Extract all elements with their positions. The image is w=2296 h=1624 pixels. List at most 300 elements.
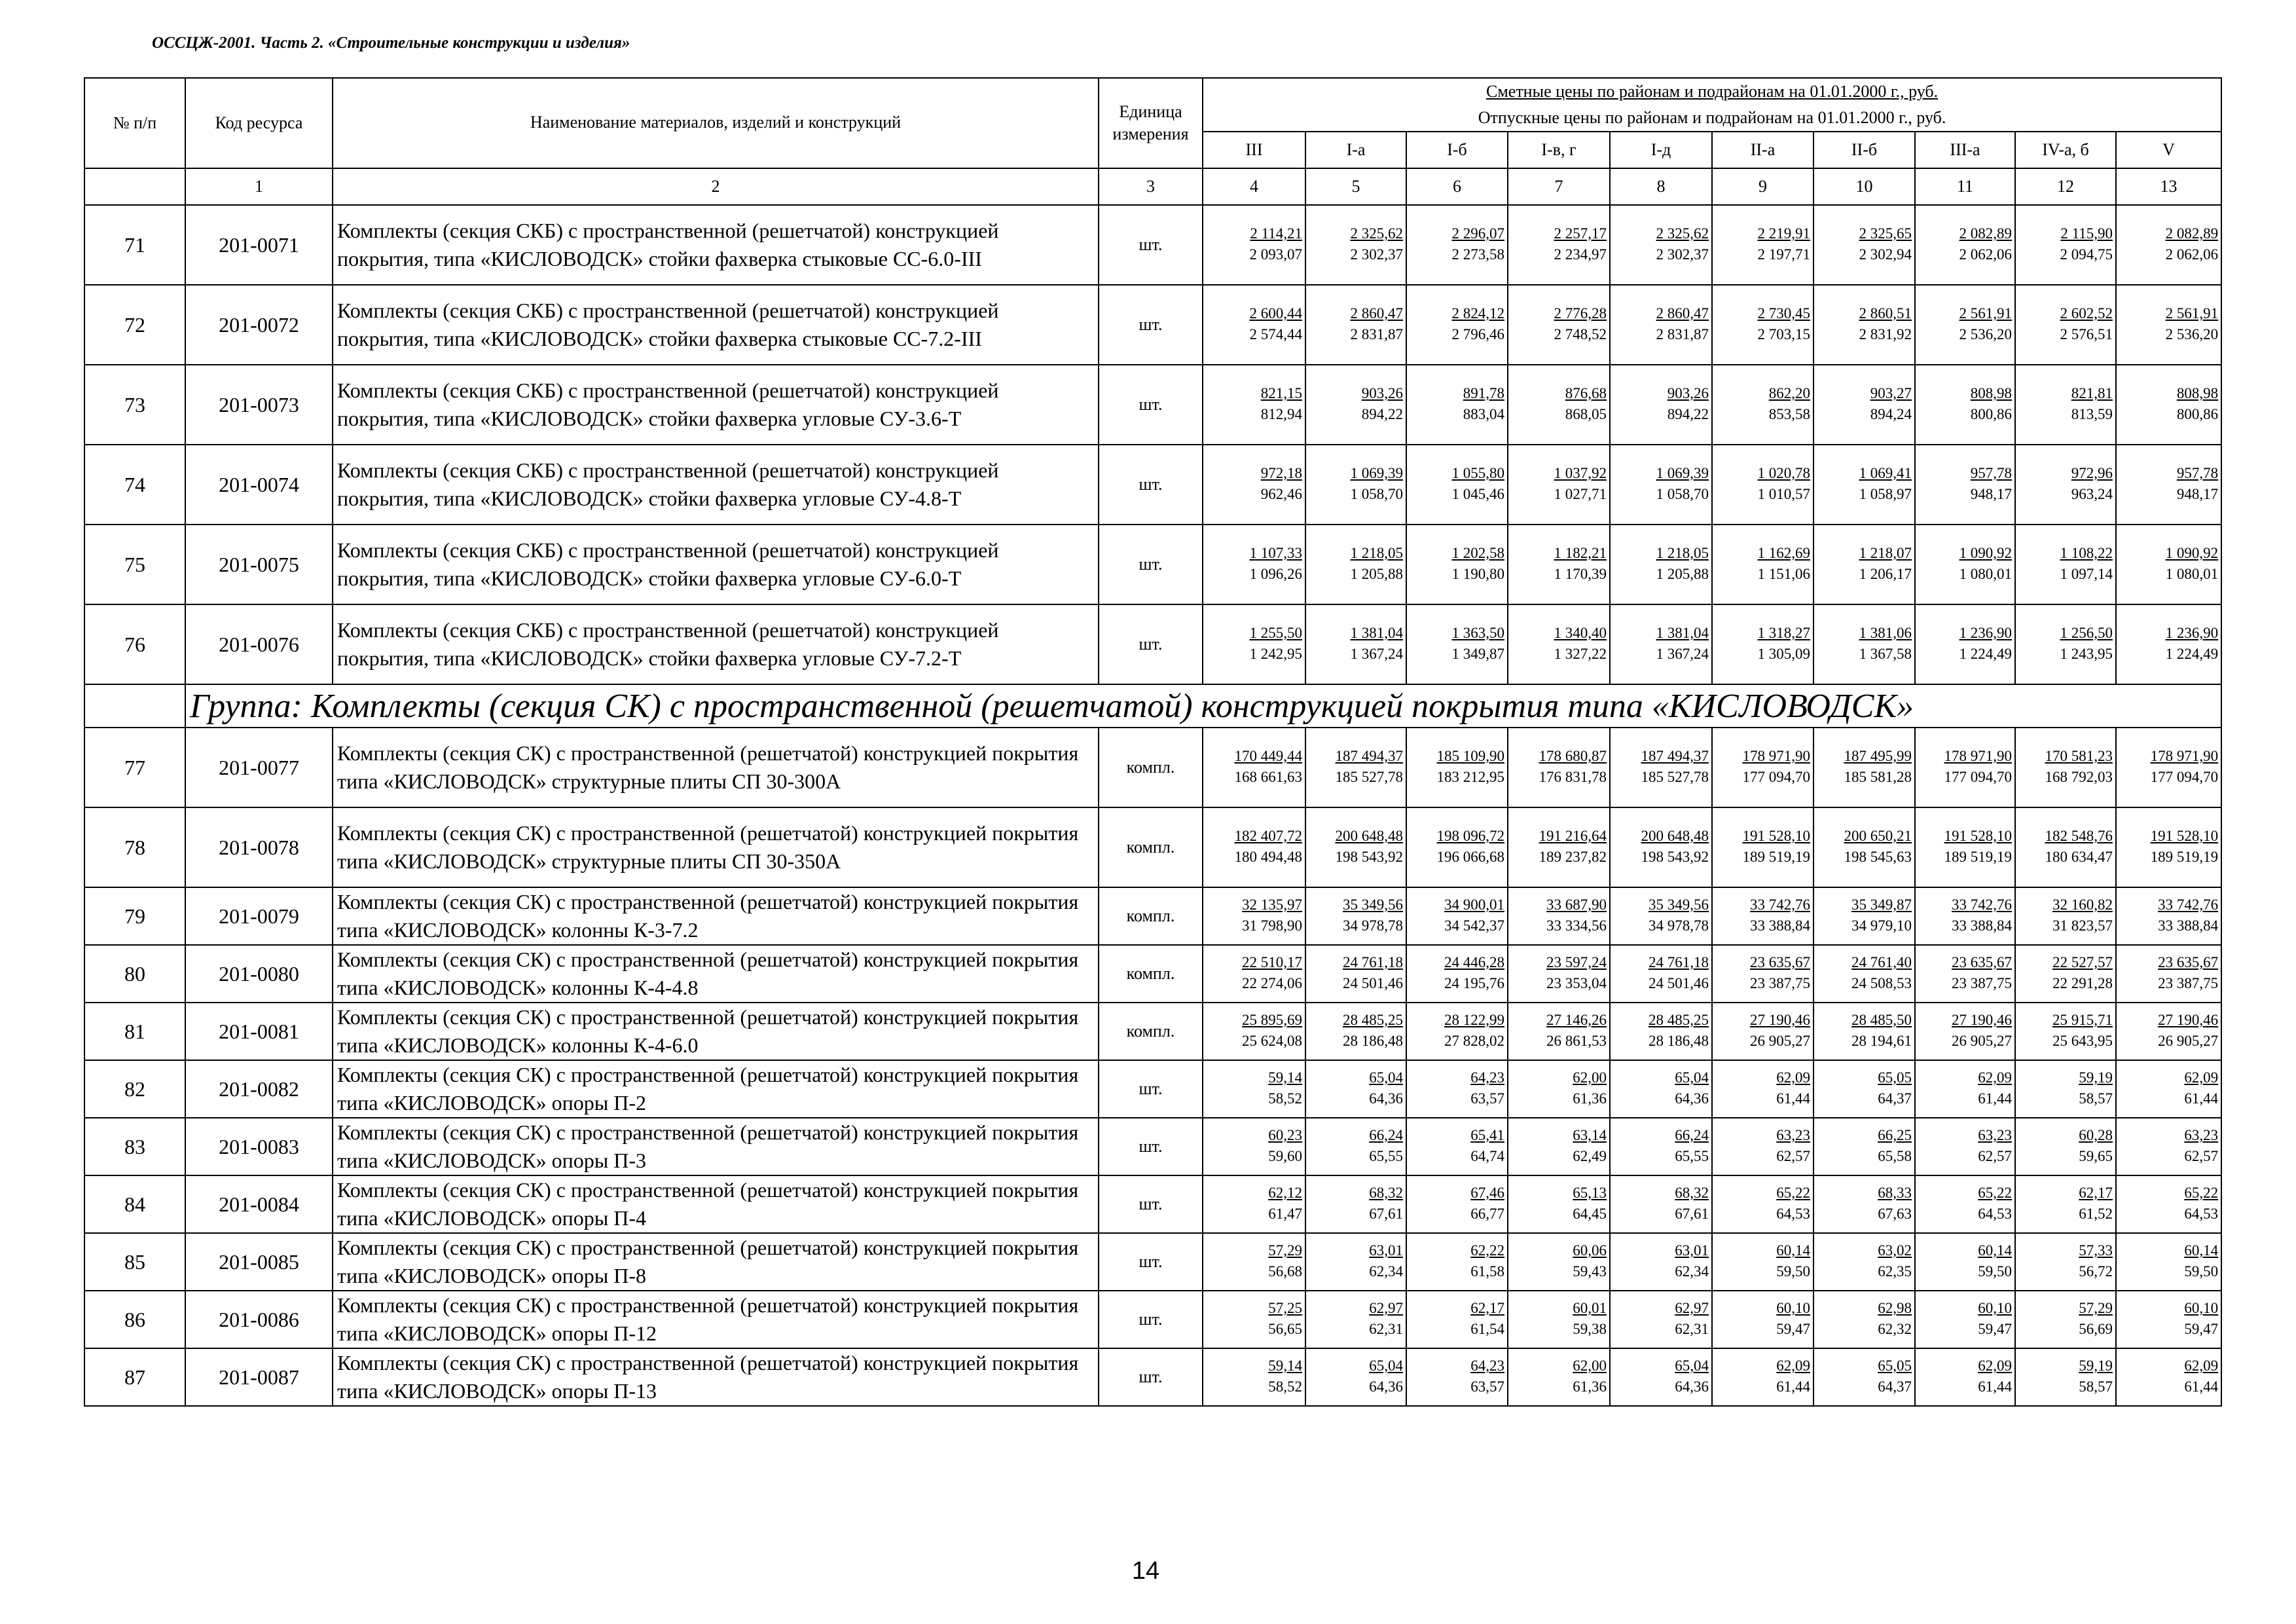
header-prices-otp: Отпускные цены по районам и подрайонам на 01.01.2000 г., руб. [1478, 108, 1946, 127]
release-price: 58,57 [2079, 1090, 2113, 1107]
estimated-price: 2 325,62 [1656, 225, 1709, 242]
estimated-price: 35 349,56 [1343, 896, 1403, 913]
estimated-price: 62,09 [1776, 1357, 1810, 1374]
estimated-price: 1 107,33 [1249, 545, 1302, 561]
release-price: 2 536,20 [1959, 326, 2012, 342]
release-price: 61,44 [1978, 1378, 2012, 1395]
estimated-price: 876,68 [1565, 385, 1607, 401]
unit-of-measure: шт. [1099, 1233, 1203, 1291]
release-price: 59,47 [1776, 1321, 1810, 1337]
release-price: 198 545,63 [1844, 849, 1912, 865]
price-cell [2116, 365, 2221, 445]
unit-of-measure: шт. [1099, 604, 1203, 684]
release-price: 26 905,27 [1750, 1033, 1810, 1049]
release-price: 1 058,70 [1656, 486, 1709, 502]
release-price: 1 205,88 [1656, 566, 1709, 582]
column-number: 12 [2015, 168, 2116, 205]
estimated-price: 2 860,47 [1656, 305, 1709, 322]
estimated-price: 62,09 [1978, 1069, 2012, 1086]
price-cell [2116, 1291, 2221, 1348]
estimated-price: 63,14 [1573, 1127, 1607, 1143]
release-price: 168 661,63 [1234, 769, 1302, 785]
release-price: 185 527,78 [1641, 769, 1709, 785]
price-cell [2015, 205, 2116, 285]
estimated-price: 67,46 [1470, 1185, 1504, 1201]
unit-of-measure: компл. [1099, 807, 1203, 887]
price-cell [1915, 365, 2015, 445]
release-price: 1 205,88 [1350, 566, 1403, 582]
release-price: 28 194,61 [1851, 1033, 1912, 1049]
estimated-price: 2 082,89 [2165, 225, 2219, 242]
estimated-price: 28 485,25 [1649, 1012, 1709, 1028]
resource-code: 201-0081 [185, 1003, 333, 1060]
estimated-price: 1 381,04 [1350, 625, 1403, 641]
resource-code: 201-0078 [185, 807, 333, 887]
release-price: 1 190,80 [1451, 566, 1504, 582]
region-header: V [2116, 132, 2221, 168]
price-cell [1915, 807, 2015, 887]
estimated-price: 903,27 [1870, 385, 1912, 401]
price-cell [2015, 1175, 2116, 1233]
release-price: 868,05 [1565, 406, 1607, 422]
release-price: 27 828,02 [1444, 1033, 1504, 1049]
estimated-price: 2 561,91 [2165, 305, 2219, 322]
resource-code: 201-0077 [185, 728, 333, 807]
estimated-price: 2 561,91 [1959, 305, 2012, 322]
material-name: Комплекты (секция СК) с пространственной (решетчатой) конструкцией покрытия типа «КИСЛОВОДСК» структурные плиты СП 30-300А [333, 728, 1099, 807]
price-cell [1610, 365, 1712, 445]
release-price: 67,61 [1675, 1206, 1709, 1222]
price-cell [1406, 445, 1508, 525]
estimated-price: 65,13 [1573, 1185, 1607, 1201]
release-price: 1 242,95 [1249, 646, 1302, 662]
estimated-price: 62,17 [1470, 1300, 1504, 1316]
estimated-price: 65,22 [2184, 1185, 2219, 1201]
release-price: 65,55 [1675, 1148, 1709, 1164]
price-cell [1915, 945, 2015, 1003]
price-cell [1915, 1291, 2015, 1348]
price-cell [2116, 1233, 2221, 1291]
price-cell [1813, 1348, 1915, 1406]
estimated-price: 68,33 [1878, 1185, 1912, 1201]
release-price: 23 353,04 [1546, 975, 1607, 991]
table-row [84, 1291, 2221, 1348]
estimated-price: 62,97 [1369, 1300, 1403, 1316]
unit-of-measure: шт. [1099, 1118, 1203, 1175]
table-row [84, 525, 2221, 604]
estimated-price: 63,23 [2184, 1127, 2219, 1143]
release-price: 59,50 [1776, 1263, 1810, 1280]
release-price: 2 831,87 [1350, 326, 1403, 342]
resource-code: 201-0087 [185, 1348, 333, 1406]
price-cell [1508, 604, 1610, 684]
estimated-price: 1 363,50 [1451, 625, 1504, 641]
estimated-price: 182 548,76 [2045, 828, 2113, 844]
release-price: 1 206,17 [1859, 566, 1912, 582]
release-price: 180 494,48 [1234, 849, 1302, 865]
release-price: 64,37 [1878, 1090, 1912, 1107]
price-cell [1610, 205, 1712, 285]
release-price: 61,52 [2079, 1206, 2113, 1222]
release-price: 64,37 [1878, 1378, 1912, 1395]
price-cell [1305, 728, 1406, 807]
estimated-price: 60,23 [1268, 1127, 1302, 1143]
release-price: 168 792,03 [2045, 769, 2113, 785]
table-row [84, 445, 2221, 525]
row-number: 83 [84, 1118, 185, 1175]
price-cell [1305, 525, 1406, 604]
estimated-price: 33 742,76 [2158, 896, 2219, 913]
release-price: 894,22 [1361, 406, 1403, 422]
table-row [84, 1175, 2221, 1233]
material-name: Комплекты (секция СК) с пространственной (решетчатой) конструкцией покрытия типа «КИСЛОВОДСК» опоры П-2 [333, 1060, 1099, 1118]
unit-of-measure: компл. [1099, 887, 1203, 945]
price-cell [1305, 1348, 1406, 1406]
price-cell [2116, 728, 2221, 807]
price-cell [1305, 445, 1406, 525]
release-price: 58,57 [2079, 1378, 2113, 1395]
release-price: 1 080,01 [2165, 566, 2219, 582]
price-cell [1813, 1060, 1915, 1118]
price-cell [1712, 1003, 1813, 1060]
price-cell [1406, 604, 1508, 684]
row-number: 76 [84, 604, 185, 684]
price-cell [1508, 365, 1610, 445]
estimated-price: 1 218,05 [1350, 545, 1403, 561]
estimated-price: 2 860,47 [1350, 305, 1403, 322]
price-cell [1610, 728, 1712, 807]
price-cell [1203, 1233, 1305, 1291]
estimated-price: 65,04 [1369, 1357, 1403, 1374]
estimated-price: 22 510,17 [1242, 954, 1302, 970]
region-header: II-б [1813, 132, 1915, 168]
release-price: 1 224,49 [2165, 646, 2219, 662]
price-cell [1712, 887, 1813, 945]
price-cell [1305, 1233, 1406, 1291]
estimated-price: 33 687,90 [1546, 896, 1607, 913]
price-cell [1915, 1348, 2015, 1406]
price-cell [2116, 945, 2221, 1003]
release-price: 1 097,14 [2060, 566, 2113, 582]
row-number: 80 [84, 945, 185, 1003]
price-cell [2116, 1003, 2221, 1060]
price-cell [1712, 525, 1813, 604]
release-price: 25 624,08 [1242, 1033, 1302, 1049]
release-price: 2 302,94 [1859, 246, 1912, 263]
price-cell [1406, 205, 1508, 285]
estimated-price: 62,98 [1878, 1300, 1912, 1316]
price-cell [1915, 728, 2015, 807]
estimated-price: 65,05 [1878, 1069, 1912, 1086]
price-cell [1813, 525, 1915, 604]
column-number: 8 [1610, 168, 1712, 205]
price-cell [2116, 1118, 2221, 1175]
estimated-price: 60,10 [1776, 1300, 1810, 1316]
release-price: 1 170,39 [1554, 566, 1607, 582]
material-name: Комплекты (секция СКБ) с пространственной (решетчатой) конструкцией покрытия, типа «КИСЛОВОДСК» стойки фахверка угловые СУ-6.0-Т [333, 525, 1099, 604]
price-cell [1610, 1060, 1712, 1118]
material-name: Комплекты (секция СКБ) с пространственной (решетчатой) конструкцией покрытия, типа «КИСЛОВОДСК» стойки фахверка стыковые СС-7.2-III [333, 285, 1099, 365]
price-cell [1712, 1233, 1813, 1291]
region-header: II-а [1712, 132, 1813, 168]
table-row [84, 887, 2221, 945]
material-name: Комплекты (секция СК) с пространственной (решетчатой) конструкцией покрытия типа «КИСЛОВОДСК» колонны К-3-7.2 [333, 887, 1099, 945]
price-cell [2116, 887, 2221, 945]
release-price: 2 831,87 [1656, 326, 1709, 342]
estimated-price: 821,81 [2071, 385, 2113, 401]
resource-code: 201-0083 [185, 1118, 333, 1175]
release-price: 185 527,78 [1335, 769, 1403, 785]
release-price: 176 831,78 [1539, 769, 1607, 785]
estimated-price: 66,24 [1369, 1127, 1403, 1143]
release-price: 61,36 [1573, 1090, 1607, 1107]
estimated-price: 28 485,25 [1343, 1012, 1403, 1028]
release-price: 2 536,20 [2165, 326, 2219, 342]
estimated-price: 34 900,01 [1444, 896, 1504, 913]
estimated-price: 28 122,99 [1444, 1012, 1504, 1028]
price-cell [1813, 1175, 1915, 1233]
price-cell [2015, 365, 2116, 445]
price-cell [1712, 205, 1813, 285]
region-header: III-а [1915, 132, 2015, 168]
group-row [84, 684, 2221, 728]
estimated-price: 68,32 [1675, 1185, 1709, 1201]
release-price: 196 066,68 [1436, 849, 1504, 865]
estimated-price: 35 349,87 [1851, 896, 1912, 913]
material-name: Комплекты (секция СКБ) с пространственной (решетчатой) конструкцией покрытия, типа «КИСЛОВОДСК» стойки фахверка угловые СУ-4.8-Т [333, 445, 1099, 525]
estimated-price: 63,23 [1776, 1127, 1810, 1143]
estimated-price: 191 216,64 [1539, 828, 1607, 844]
price-cell [1610, 887, 1712, 945]
estimated-price: 23 635,67 [2158, 954, 2219, 970]
price-cell [1305, 1291, 1406, 1348]
price-cell [1203, 604, 1305, 684]
release-price: 177 094,70 [1742, 769, 1810, 785]
price-cell [1508, 1233, 1610, 1291]
column-number: 4 [1203, 168, 1305, 205]
estimated-price: 24 761,18 [1649, 954, 1709, 970]
release-price: 28 186,48 [1343, 1033, 1403, 1049]
release-price: 26 905,27 [2158, 1033, 2219, 1049]
estimated-price: 2 114,21 [1250, 225, 1302, 242]
header-name: Наименование материалов, изделий и конструкций [333, 78, 1099, 168]
resource-code: 201-0072 [185, 285, 333, 365]
material-name: Комплекты (секция СК) с пространственной (решетчатой) конструкцией покрытия типа «КИСЛОВОДСК» опоры П-3 [333, 1118, 1099, 1175]
release-price: 948,17 [1970, 486, 2012, 502]
price-cell [1203, 205, 1305, 285]
column-number: 10 [1813, 168, 1915, 205]
estimated-price: 191 528,10 [1944, 828, 2012, 844]
estimated-price: 23 635,67 [1952, 954, 2012, 970]
price-cell [2015, 1291, 2116, 1348]
estimated-price: 1 037,92 [1554, 465, 1607, 481]
row-number: 77 [84, 728, 185, 807]
estimated-price: 63,01 [1675, 1242, 1709, 1259]
release-price: 24 501,46 [1649, 975, 1709, 991]
estimated-price: 808,98 [1970, 385, 2012, 401]
material-name: Комплекты (секция СК) с пространственной (решетчатой) конструкцией покрытия типа «КИСЛОВОДСК» опоры П-12 [333, 1291, 1099, 1348]
resource-code: 201-0082 [185, 1060, 333, 1118]
release-price: 180 634,47 [2045, 849, 2113, 865]
region-header: I-д [1610, 132, 1712, 168]
release-price: 183 212,95 [1436, 769, 1504, 785]
estimated-price: 1 090,92 [2165, 545, 2219, 561]
release-price: 58,52 [1268, 1378, 1302, 1395]
estimated-price: 25 895,69 [1242, 1012, 1302, 1028]
price-cell [1813, 604, 1915, 684]
estimated-price: 2 257,17 [1554, 225, 1607, 242]
price-cell [1508, 807, 1610, 887]
group-title: Группа: Комплекты (секция СК) с пространственной (решетчатой) конструкцией покрытия типа «КИСЛОВОДСК» [185, 684, 2221, 728]
estimated-price: 57,33 [2079, 1242, 2113, 1259]
unit-of-measure: шт. [1099, 525, 1203, 604]
price-cell [1305, 205, 1406, 285]
price-cell [2015, 887, 2116, 945]
release-price: 62,57 [1776, 1148, 1810, 1164]
price-cell [1610, 1118, 1712, 1175]
estimated-price: 1 108,22 [2060, 545, 2113, 561]
resource-code: 201-0086 [185, 1291, 333, 1348]
release-price: 34 979,10 [1851, 917, 1912, 934]
estimated-price: 62,09 [2184, 1069, 2219, 1086]
row-number: 81 [84, 1003, 185, 1060]
release-price: 2 062,06 [1959, 246, 2012, 263]
release-price: 62,31 [1369, 1321, 1403, 1337]
release-price: 1 045,46 [1451, 486, 1504, 502]
release-price: 2 831,92 [1859, 326, 1912, 342]
price-cell [1915, 1118, 2015, 1175]
estimated-price: 62,00 [1573, 1357, 1607, 1374]
estimated-price: 63,02 [1878, 1242, 1912, 1259]
estimated-price: 59,14 [1268, 1069, 1302, 1086]
estimated-price: 66,25 [1878, 1127, 1912, 1143]
release-price: 56,65 [1268, 1321, 1302, 1337]
release-price: 59,65 [2079, 1148, 2113, 1164]
release-price: 62,57 [1978, 1148, 2012, 1164]
estimated-price: 862,20 [1768, 385, 1810, 401]
estimated-price: 2 730,45 [1757, 305, 1810, 322]
estimated-price: 57,29 [1268, 1242, 1302, 1259]
price-cell [1915, 205, 2015, 285]
release-price: 962,46 [1260, 486, 1302, 502]
price-cell [1203, 1348, 1305, 1406]
release-price: 64,36 [1369, 1090, 1403, 1107]
estimated-price: 62,09 [2184, 1357, 2219, 1374]
estimated-price: 27 146,26 [1546, 1012, 1607, 1028]
unit-of-measure: шт. [1099, 1175, 1203, 1233]
resource-code: 201-0084 [185, 1175, 333, 1233]
price-cell [1508, 205, 1610, 285]
price-cell [1406, 1233, 1508, 1291]
table-row [84, 604, 2221, 684]
estimated-price: 60,10 [1978, 1300, 2012, 1316]
price-cell [1406, 728, 1508, 807]
price-cell [1712, 365, 1813, 445]
unit-of-measure: шт. [1099, 1291, 1203, 1348]
estimated-price: 178 971,90 [1944, 748, 2012, 764]
release-price: 63,57 [1470, 1378, 1504, 1395]
row-number: 72 [84, 285, 185, 365]
row-number: 84 [84, 1175, 185, 1233]
release-price: 64,36 [1675, 1090, 1709, 1107]
release-price: 894,22 [1667, 406, 1709, 422]
resource-code: 201-0073 [185, 365, 333, 445]
price-cell [1203, 1003, 1305, 1060]
price-cell [1203, 525, 1305, 604]
release-price: 2 302,37 [1350, 246, 1403, 263]
price-cell [1813, 887, 1915, 945]
price-cell [1712, 604, 1813, 684]
release-price: 189 519,19 [1944, 849, 2012, 865]
release-price: 62,34 [1369, 1263, 1403, 1280]
price-cell [1610, 1348, 1712, 1406]
resource-code: 201-0080 [185, 945, 333, 1003]
price-cell [1915, 1175, 2015, 1233]
release-price: 23 387,75 [2158, 975, 2219, 991]
price-cell [1813, 1003, 1915, 1060]
row-number: 78 [84, 807, 185, 887]
release-price: 33 334,56 [1546, 917, 1607, 934]
release-price: 177 094,70 [2150, 769, 2219, 785]
table-row [84, 1060, 2221, 1118]
price-cell [1406, 1060, 1508, 1118]
estimated-price: 24 761,40 [1851, 954, 1912, 970]
row-number: 79 [84, 887, 185, 945]
release-price: 2 576,51 [2060, 326, 2113, 342]
release-price: 1 367,24 [1656, 646, 1709, 662]
estimated-price: 1 236,90 [2165, 625, 2219, 641]
price-cell [1610, 285, 1712, 365]
estimated-price: 60,10 [2184, 1300, 2219, 1316]
price-cell [1203, 285, 1305, 365]
unit-of-measure: шт. [1099, 365, 1203, 445]
material-name: Комплекты (секция СК) с пространственной (решетчатой) конструкцией покрытия типа «КИСЛОВОДСК» опоры П-13 [333, 1348, 1099, 1406]
estimated-price: 62,22 [1470, 1242, 1504, 1259]
table-row [84, 728, 2221, 807]
price-cell [1406, 1118, 1508, 1175]
price-cell [1406, 285, 1508, 365]
price-cell [2015, 604, 2116, 684]
price-cell [1406, 1003, 1508, 1060]
price-cell [2015, 1348, 2116, 1406]
price-cell [2015, 285, 2116, 365]
group-spacer [84, 684, 185, 728]
price-cell [1406, 1291, 1508, 1348]
release-price: 61,44 [1978, 1090, 2012, 1107]
release-price: 33 388,84 [1952, 917, 2012, 934]
estimated-price: 808,98 [2176, 385, 2219, 401]
release-price: 59,47 [1978, 1321, 2012, 1337]
price-cell [1915, 604, 2015, 684]
release-price: 800,86 [1970, 406, 2012, 422]
price-cell [2116, 525, 2221, 604]
estimated-price: 60,01 [1573, 1300, 1607, 1316]
estimated-price: 27 190,46 [2158, 1012, 2219, 1028]
price-cell [2015, 807, 2116, 887]
unit-of-measure: компл. [1099, 1003, 1203, 1060]
price-cell [2116, 285, 2221, 365]
estimated-price: 182 407,72 [1234, 828, 1302, 844]
release-price: 64,36 [1369, 1378, 1403, 1395]
estimated-price: 2 600,44 [1249, 305, 1302, 322]
estimated-price: 59,19 [2079, 1357, 2113, 1374]
release-price: 59,50 [2184, 1263, 2219, 1280]
release-price: 62,35 [1878, 1263, 1912, 1280]
estimated-price: 972,18 [1260, 465, 1302, 481]
release-price: 67,61 [1369, 1206, 1403, 1222]
estimated-price: 1 255,50 [1249, 625, 1302, 641]
header-unit: Единица измерения [1099, 78, 1203, 168]
